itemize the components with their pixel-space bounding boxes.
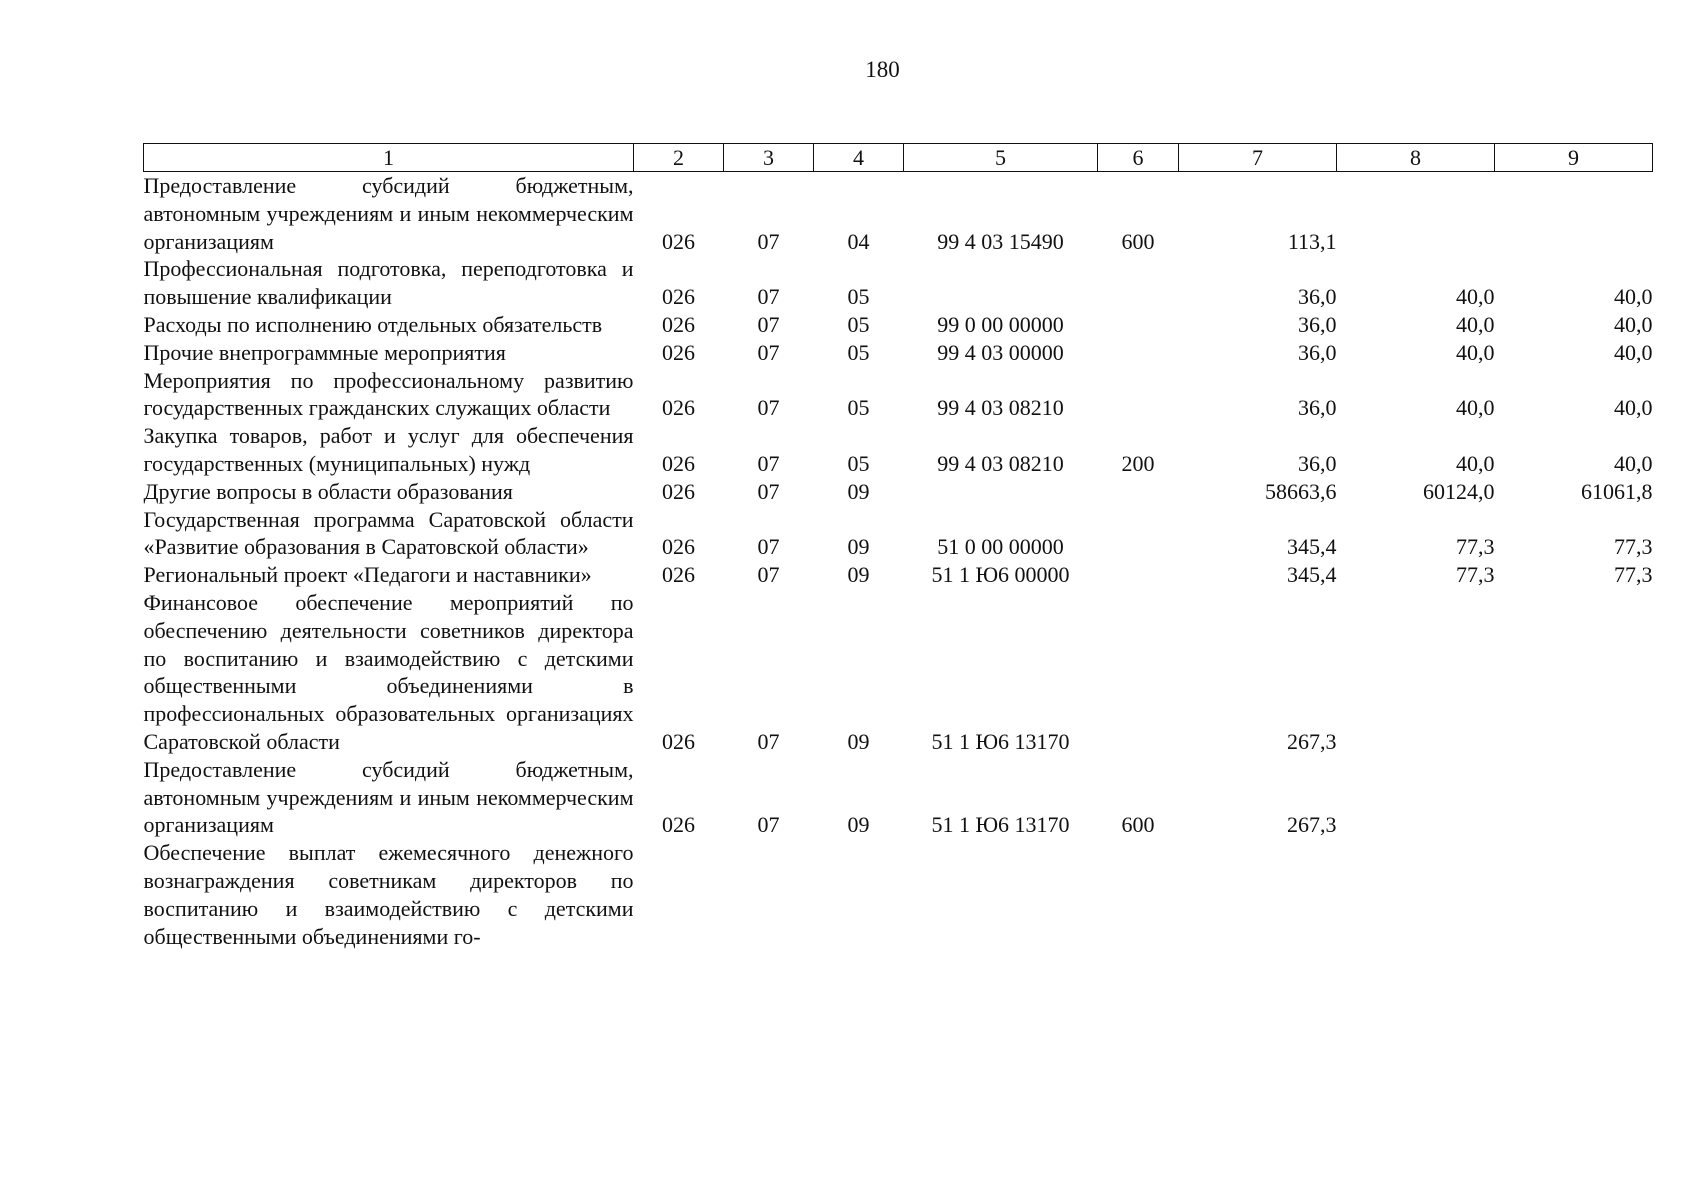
table-row [144,339,1653,367]
cell-ministry: 026 [662,339,695,365]
cell-ministry [634,839,724,950]
cell-amount-col7: 36,0 [1298,284,1337,310]
cell-amount-col9: 77,3 [1614,562,1653,588]
column-header: 5 [904,144,1098,172]
column-header: 9 [1495,144,1653,172]
cell-section: 07 [757,395,780,421]
cell-ministry: 026 [662,450,695,476]
row-name: Профессиональная подготовка, переподготовка и повышение квалификации [143,256,634,310]
cell-target-article: 99 0 00 00000 [937,311,1064,337]
table-row [144,589,1653,756]
cell-expense-type [1098,839,1179,950]
row-name: Прочие внепрограммные мероприятия [143,339,506,365]
row-name: Закупка товаров, работ и услуг для обеспечения государственных (муниципальных) нужд [143,423,634,476]
cell-amount-col8: 60124,0 [1423,478,1495,504]
cell-amount-col8 [1337,172,1495,256]
cell-subsection: 05 [847,284,870,310]
row-name: Предоставление субсидий бюджетным, автономным учреждениям и иным некоммерческим организациям [143,756,634,838]
column-header: 4 [814,144,904,172]
table-row [144,311,1653,339]
cell-subsection: 09 [847,562,870,588]
column-header: 1 [144,144,634,172]
column-header: 2 [634,144,724,172]
cell-expense-type: 200 [1121,450,1155,476]
cell-amount-col8: 40,0 [1456,311,1495,337]
cell-amount-col9 [1495,756,1653,839]
cell-target-article: 51 1 Ю6 00000 [931,562,1070,588]
cell-ministry: 026 [662,395,695,421]
cell-amount-col7: 36,0 [1298,395,1337,421]
cell-expense-type: 600 [1121,228,1155,254]
cell-subsection: 09 [847,534,870,560]
row-name: Региональный проект «Педагоги и наставники» [143,562,592,588]
cell-amount-col9 [1495,589,1653,756]
cell-amount-col7: 36,0 [1298,450,1337,476]
cell-amount-col9: 40,0 [1614,395,1653,421]
cell-amount-col7: 267,3 [1287,812,1337,838]
table-header [144,144,1653,172]
cell-target-article: 99 4 03 00000 [937,339,1064,365]
cell-section: 07 [757,339,780,365]
cell-expense-type [1098,339,1179,367]
cell-subsection: 05 [847,339,870,365]
cell-expense-type [1098,561,1179,589]
cell-target-article: 51 1 Ю6 13170 [931,728,1070,754]
header-row [144,144,1653,172]
cell-amount-col7: 58663,6 [1265,478,1337,504]
cell-section: 07 [757,311,780,337]
table-row [144,506,1653,562]
cell-ministry: 026 [662,534,695,560]
row-name: Другие вопросы в области образования [143,478,513,504]
cell-section [724,839,814,950]
cell-amount-col8: 40,0 [1456,450,1495,476]
cell-amount-col7: 345,4 [1287,534,1337,560]
cell-expense-type [1098,478,1179,506]
cell-amount-col9: 40,0 [1614,311,1653,337]
row-name: Государственная программа Саратовской области «Развитие образования в Саратовской области» [143,506,634,560]
cell-expense-type: 600 [1121,812,1155,838]
cell-subsection [814,839,904,950]
cell-target-article [904,255,1098,311]
table-row [144,367,1653,423]
cell-section: 07 [757,450,780,476]
cell-subsection: 09 [847,812,870,838]
cell-subsection: 04 [847,228,870,254]
table-row [144,561,1653,589]
row-name: Финансовое обеспечение мероприятий по обеспечению деятельности советников директора по воспитанию и взаимодействию с детскими общественными объединениями в профессиональных образовательных организациях Саратовской области [143,589,634,754]
row-name: Расходы по исполнению отдельных обязательств [143,311,603,337]
cell-amount-col8 [1337,589,1495,756]
cell-amount-col8 [1337,756,1495,839]
column-header: 8 [1337,144,1495,172]
row-name: Мероприятия по профессиональному развитию государственных гражданских служащих области [143,367,634,421]
cell-expense-type [1098,589,1179,756]
cell-subsection: 05 [847,395,870,421]
row-name: Обеспечение выплат ежемесячного денежного вознаграждения советникам директоров по воспитанию и взаимодействию с детскими общественными объединениями го- [143,840,634,949]
cell-section: 07 [757,284,780,310]
cell-target-article: 99 4 03 08210 [937,450,1064,476]
cell-expense-type [1098,255,1179,311]
cell-amount-col7: 36,0 [1298,311,1337,337]
table-body [144,172,1653,951]
cell-subsection: 09 [847,728,870,754]
table-row [144,172,1653,256]
cell-target-article: 51 1 Ю6 13170 [931,812,1070,838]
cell-amount-col7: 345,4 [1287,562,1337,588]
cell-target-article [904,478,1098,506]
table-row [144,422,1653,478]
column-header: 7 [1179,144,1337,172]
table-row [144,839,1653,950]
cell-amount-col9: 40,0 [1614,284,1653,310]
cell-amount-col8 [1337,839,1495,950]
cell-amount-col8: 40,0 [1456,395,1495,421]
cell-target-article [904,839,1098,950]
cell-ministry: 026 [662,562,695,588]
cell-subsection: 05 [847,450,870,476]
cell-amount-col9: 61061,8 [1581,478,1653,504]
cell-ministry: 026 [662,478,695,504]
cell-section: 07 [757,228,780,254]
cell-section: 07 [757,562,780,588]
cell-ministry: 026 [662,228,695,254]
cell-ministry: 026 [662,812,695,838]
cell-amount-col7: 36,0 [1298,339,1337,365]
cell-ministry: 026 [662,284,695,310]
cell-target-article: 51 0 00 00000 [937,534,1064,560]
cell-amount-col7: 113,1 [1287,228,1337,254]
table-row [144,255,1653,311]
cell-expense-type [1098,311,1179,339]
cell-amount-col8: 40,0 [1456,339,1495,365]
table-row [144,756,1653,839]
table-row [144,478,1653,506]
cell-subsection: 05 [847,311,870,337]
cell-section: 07 [757,478,780,504]
column-header: 6 [1098,144,1179,172]
cell-section: 07 [757,534,780,560]
cell-amount-col9: 40,0 [1614,339,1653,365]
page-number: 180 [865,57,900,82]
cell-amount-col9: 40,0 [1614,450,1653,476]
cell-amount-col9 [1495,839,1653,950]
cell-expense-type [1098,367,1179,423]
cell-amount-col7: 267,3 [1287,728,1337,754]
cell-section: 07 [757,728,780,754]
cell-target-article: 99 4 03 08210 [937,395,1064,421]
row-name: Предоставление субсидий бюджетным, автономным учреждениям и иным некоммерческим организациям [143,173,634,254]
cell-amount-col8: 40,0 [1456,284,1495,310]
cell-amount-col8: 77,3 [1456,534,1495,560]
cell-section: 07 [757,812,780,838]
column-header: 3 [724,144,814,172]
cell-target-article: 99 4 03 15490 [937,228,1064,254]
cell-amount-col9 [1495,172,1653,256]
cell-amount-col8: 77,3 [1456,562,1495,588]
cell-expense-type [1098,506,1179,562]
cell-amount-col9: 77,3 [1614,534,1653,560]
budget-table [143,143,1653,950]
cell-amount-col7 [1179,839,1337,950]
cell-ministry: 026 [662,728,695,754]
cell-ministry: 026 [662,311,695,337]
cell-subsection: 09 [847,478,870,504]
